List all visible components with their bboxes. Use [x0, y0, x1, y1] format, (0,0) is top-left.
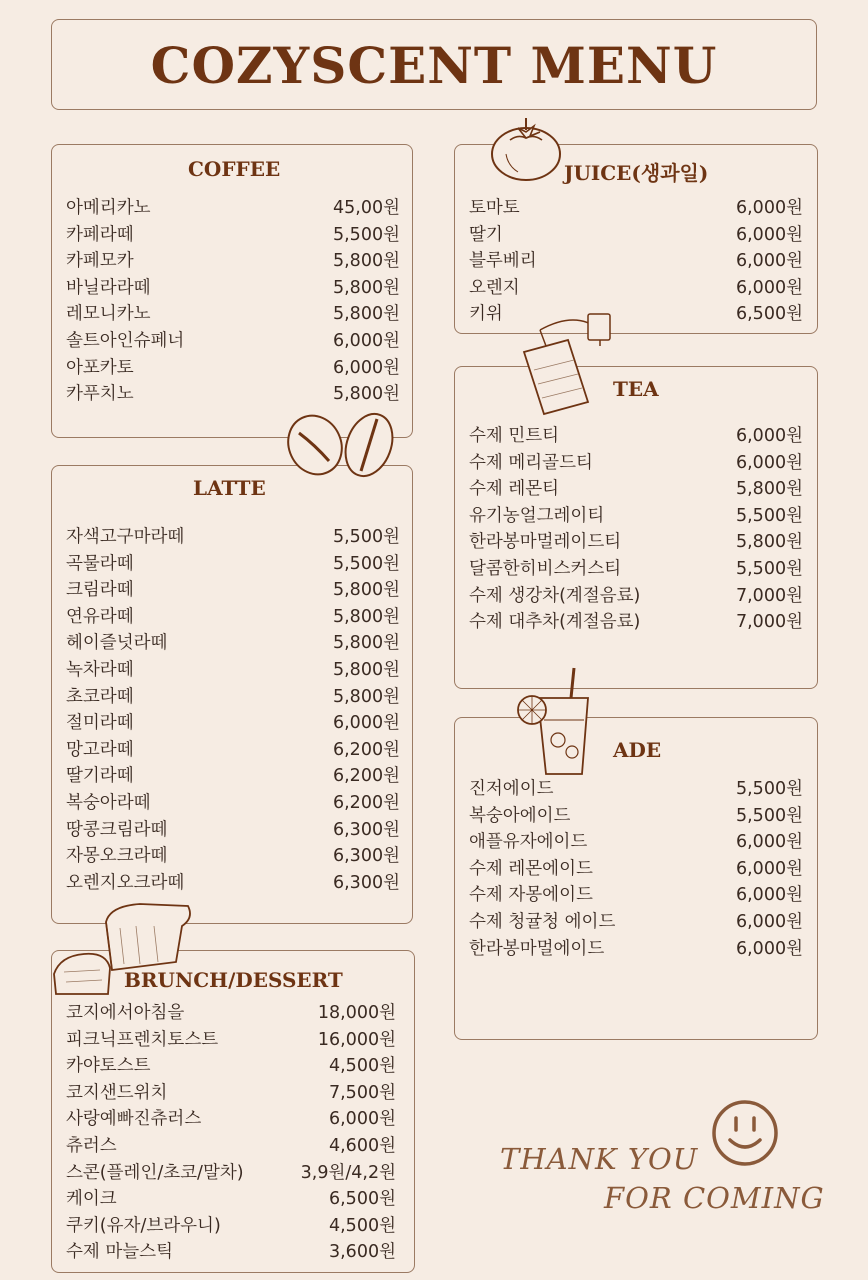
menu-item-price: 5,800원	[332, 304, 400, 325]
menu-item-name: 카푸치노	[66, 384, 134, 405]
menu-item-name: 코지샌드위치	[66, 1082, 168, 1103]
juice-title: JUICE(생과일)	[564, 161, 709, 185]
menu-item-price: 5,500원	[735, 558, 803, 579]
menu-item-price: 6,000원	[735, 885, 803, 906]
menu-item-name: 레모니카노	[66, 304, 151, 325]
menu-item-name: 연유라떼	[66, 606, 134, 627]
menu-item-name: 카야토스트	[66, 1056, 151, 1077]
menu-item-name: 코지에서아침을	[66, 1003, 185, 1023]
menu-item-price: 4,600원	[328, 1135, 396, 1156]
menu-item-price: 6,000원	[328, 1109, 396, 1130]
menu-item-name: 스콘(플레인/초코/말차)	[66, 1162, 244, 1183]
menu-item	[469, 909, 803, 936]
menu-item-name: 망고라떼	[66, 739, 134, 760]
menu-item-name: 츄러스	[66, 1135, 117, 1156]
menu-item-price: 6,000원	[735, 938, 803, 959]
menu-item	[469, 609, 803, 636]
menu-item	[66, 630, 400, 657]
menu-item	[66, 1239, 396, 1266]
menu-item-name: 한라봉마멀에이드	[469, 938, 605, 959]
brunch-item-list	[66, 1000, 396, 1266]
menu-item-price: 6,000원	[735, 832, 803, 853]
menu-item	[66, 710, 400, 737]
menu-item-name: 토마토	[469, 198, 520, 218]
menu-item-price: 6,000원	[332, 330, 400, 351]
menu-item	[469, 556, 803, 583]
menu-item	[66, 817, 400, 844]
menu-item	[66, 657, 400, 684]
menu-item-name: 애플유자에이드	[469, 832, 588, 853]
menu-item-name: 복숭아라떼	[66, 792, 151, 813]
menu-item	[66, 1027, 396, 1054]
menu-item	[66, 355, 400, 382]
menu-item-name: 녹차라떼	[66, 659, 134, 680]
coffee-beans-icon	[285, 405, 397, 483]
brunch-title: BRUNCH/DESSERT	[124, 968, 343, 992]
menu-item	[66, 870, 400, 897]
menu-item-name: 블루베리	[469, 251, 537, 272]
smiley-icon	[710, 1098, 780, 1168]
coffee-title: COFFEE	[188, 157, 281, 181]
menu-item-price: 6,500원	[328, 1189, 396, 1210]
tea-bag-icon	[516, 310, 620, 420]
menu-item-name: 오렌지	[469, 277, 520, 298]
bread-icon	[50, 898, 198, 998]
menu-item	[66, 222, 400, 249]
menu-item-price: 45,00원	[332, 198, 400, 218]
ade-glass-icon	[514, 664, 596, 780]
menu-item-name: 수제 레몬티	[469, 479, 560, 500]
menu-item	[469, 423, 803, 450]
menu-item-name: 오렌지오크라떼	[66, 872, 185, 893]
menu-item	[469, 882, 803, 909]
ade-title: ADE	[613, 738, 662, 762]
menu-item-price: 5,800원	[332, 580, 400, 601]
menu-item	[66, 328, 400, 355]
menu-item-price: 7,500원	[328, 1082, 396, 1103]
thank-you-line1: THANK YOU	[500, 1142, 699, 1176]
menu-item	[469, 222, 803, 249]
menu-item-price: 7,000원	[735, 585, 803, 606]
menu-item	[66, 248, 400, 275]
menu-item	[66, 737, 400, 764]
menu-item-price: 6,000원	[735, 858, 803, 879]
menu-item-price: 5,800원	[332, 384, 400, 405]
menu-title-box	[51, 19, 817, 110]
menu-item-price: 16,000원	[317, 1029, 396, 1050]
menu-item-price: 6,500원	[735, 304, 803, 325]
latte-section	[51, 465, 413, 924]
menu-item-price: 6,200원	[332, 766, 400, 787]
latte-item-list	[66, 524, 400, 896]
menu-item	[469, 829, 803, 856]
menu-item	[66, 1213, 396, 1240]
menu-item-price: 3,600원	[328, 1242, 396, 1263]
menu-item-price: 5,500원	[735, 505, 803, 526]
tea-section	[454, 366, 818, 689]
menu-item-price: 5,500원	[332, 224, 400, 245]
tea-item-list	[469, 423, 803, 636]
menu-item-name: 아메리카노	[66, 198, 151, 218]
menu-item	[66, 1053, 396, 1080]
menu-item-price: 6,000원	[332, 713, 400, 734]
menu-item-price: 6,300원	[332, 819, 400, 840]
menu-item	[469, 856, 803, 883]
coffee-section	[51, 144, 413, 438]
menu-item-name: 딸기	[469, 224, 503, 245]
menu-item-name: 자몽오크라떼	[66, 846, 168, 867]
menu-item-price: 5,800원	[332, 606, 400, 627]
menu-item-name: 초코라떼	[66, 686, 134, 707]
menu-item	[66, 604, 400, 631]
menu-item-name: 수제 레몬에이드	[469, 858, 593, 879]
menu-item-name: 피크닉프렌치토스트	[66, 1029, 219, 1050]
menu-item-name: 키위	[469, 304, 503, 325]
menu-item-name: 복숭아에이드	[469, 805, 571, 826]
menu-item-price: 5,800원	[735, 532, 803, 553]
menu-item-name: 바닐라라떼	[66, 277, 151, 298]
menu-item-name: 딸기라떼	[66, 766, 134, 787]
menu-item-name: 아포카토	[66, 357, 134, 378]
menu-item-name: 수제 대추차(계절음료)	[469, 612, 641, 633]
menu-item	[66, 195, 400, 222]
juice-item-list	[469, 195, 803, 328]
menu-item	[66, 1000, 396, 1027]
menu-item-name: 카페모카	[66, 251, 134, 272]
menu-item-price: 7,000원	[735, 612, 803, 633]
menu-title: COZYSCENT MENU	[150, 36, 718, 95]
menu-item-price: 6,200원	[332, 792, 400, 813]
menu-item-price: 5,500원	[735, 779, 803, 799]
menu-item	[469, 503, 803, 530]
ade-item-list	[469, 776, 803, 962]
menu-item-name: 곡물라떼	[66, 553, 134, 574]
menu-item-name: 수제 청귤청 에이드	[469, 911, 616, 932]
menu-item	[469, 803, 803, 830]
menu-item-price: 18,000원	[317, 1003, 396, 1023]
menu-item	[66, 790, 400, 817]
menu-item-price: 6,000원	[735, 426, 803, 446]
menu-item-price: 6,000원	[735, 911, 803, 932]
menu-item	[469, 248, 803, 275]
menu-item	[469, 476, 803, 503]
tomato-icon	[488, 110, 564, 182]
menu-item-name: 카페라떼	[66, 224, 134, 245]
ade-section	[454, 717, 818, 1040]
menu-item	[66, 1186, 396, 1213]
menu-item	[66, 1106, 396, 1133]
menu-item-price: 6,300원	[332, 846, 400, 867]
menu-item-name: 절미라떼	[66, 713, 134, 734]
menu-item	[66, 381, 400, 408]
menu-item-price: 3,9원/4,2원	[300, 1162, 396, 1183]
menu-item	[469, 275, 803, 302]
menu-item-name: 땅콩크림라떼	[66, 819, 168, 840]
menu-item	[66, 763, 400, 790]
menu-item-name: 유기농얼그레이티	[469, 505, 605, 526]
menu-item-name: 수제 자몽에이드	[469, 885, 593, 906]
menu-item-price: 5,800원	[332, 686, 400, 707]
menu-item-price: 5,800원	[332, 633, 400, 654]
menu-item-price: 5,500원	[735, 805, 803, 826]
menu-item-price: 6,000원	[735, 224, 803, 245]
menu-item-name: 자색고구마라떼	[66, 527, 185, 547]
menu-item-name: 케이크	[66, 1189, 117, 1210]
menu-item-price: 6,300원	[332, 872, 400, 893]
menu-item-price: 5,800원	[332, 659, 400, 680]
menu-item-price: 5,500원	[332, 527, 400, 547]
menu-item-price: 6,000원	[735, 452, 803, 473]
menu-item-name: 수제 민트티	[469, 426, 560, 446]
latte-title: LATTE	[193, 476, 266, 500]
menu-item	[66, 577, 400, 604]
menu-item-price: 5,500원	[332, 553, 400, 574]
menu-item-price: 5,800원	[735, 479, 803, 500]
menu-item-price: 4,500원	[328, 1215, 396, 1236]
menu-item-name: 수제 메리골드티	[469, 452, 593, 473]
menu-item	[469, 450, 803, 477]
menu-item	[66, 524, 400, 551]
menu-item-name: 크림라떼	[66, 580, 134, 601]
menu-item-price: 4,500원	[328, 1056, 396, 1077]
menu-item-price: 6,000원	[735, 198, 803, 218]
menu-item	[469, 529, 803, 556]
menu-item-name: 쿠키(유자/브라우니)	[66, 1215, 221, 1236]
menu-item	[66, 301, 400, 328]
tea-title: TEA	[613, 377, 659, 401]
menu-item-name: 수제 마늘스틱	[66, 1242, 173, 1263]
menu-item	[469, 195, 803, 222]
menu-item	[66, 275, 400, 302]
menu-item-name: 수제 생강차(계절음료)	[469, 585, 641, 606]
brunch-section	[51, 950, 415, 1273]
coffee-item-list	[66, 195, 400, 408]
menu-item	[66, 843, 400, 870]
menu-item-name: 솔트아인슈페너	[66, 330, 185, 351]
menu-item-price: 5,800원	[332, 277, 400, 298]
menu-item-name: 헤이즐넛라떼	[66, 633, 168, 654]
menu-item-name: 한라봉마멀레이드티	[469, 532, 622, 553]
menu-item	[66, 1133, 396, 1160]
menu-item	[66, 684, 400, 711]
menu-item-name: 진저에이드	[469, 779, 554, 799]
menu-item-name: 달콤한히비스커스티	[469, 558, 622, 579]
menu-item-name: 사랑예빠진츄러스	[66, 1109, 202, 1130]
menu-item	[66, 551, 400, 578]
menu-item-price: 6,000원	[735, 251, 803, 272]
menu-item-price: 6,000원	[332, 357, 400, 378]
menu-item	[66, 1160, 396, 1187]
menu-item	[469, 936, 803, 963]
menu-item-price: 5,800원	[332, 251, 400, 272]
menu-item-price: 6,200원	[332, 739, 400, 760]
menu-item	[66, 1080, 396, 1107]
thank-you-line2: FOR COMING	[604, 1181, 825, 1215]
menu-item	[469, 583, 803, 610]
menu-item-price: 6,000원	[735, 277, 803, 298]
